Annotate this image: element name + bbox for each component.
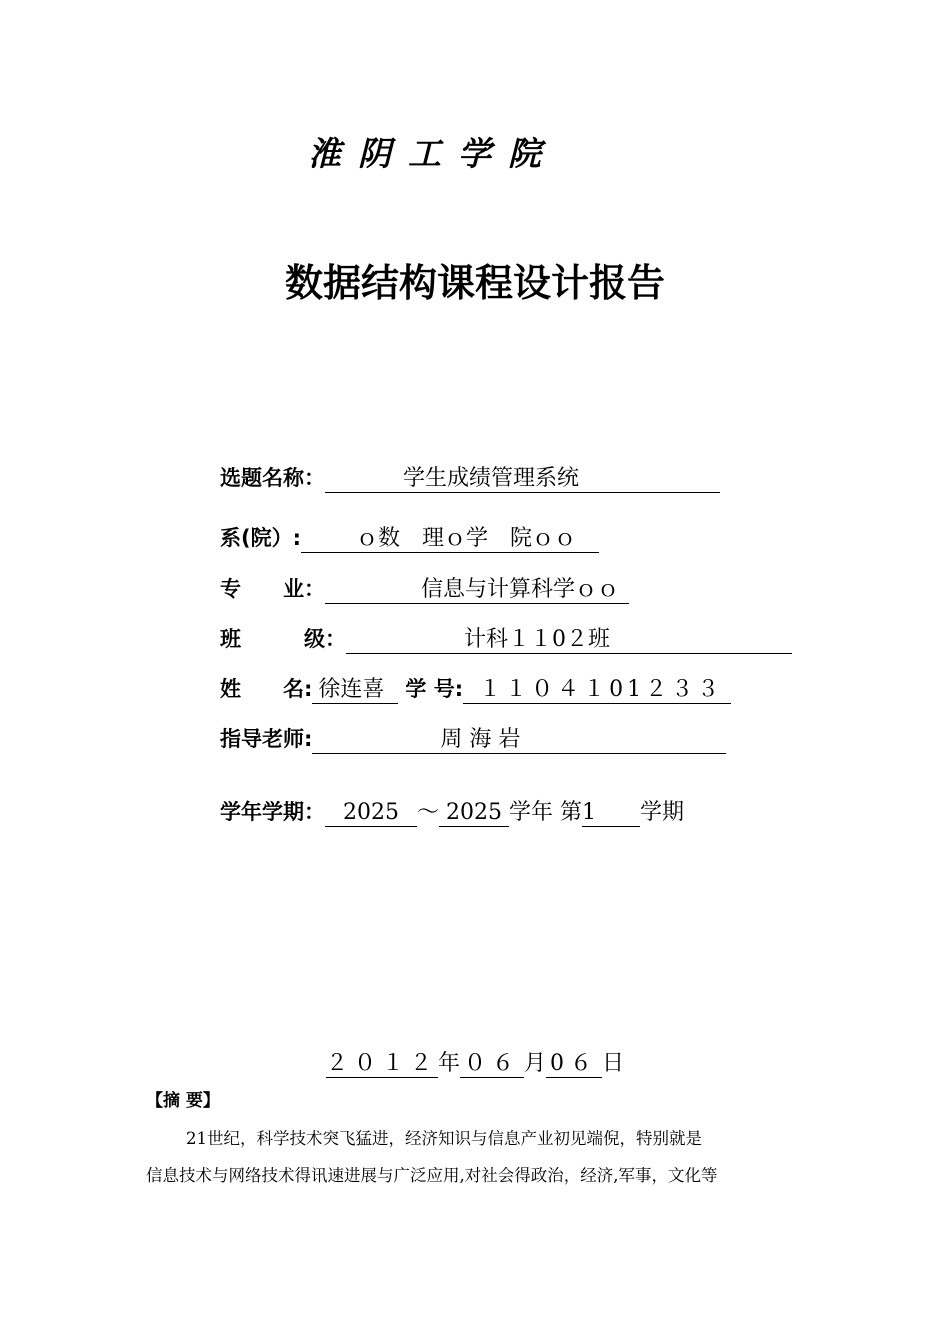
report-title: 数据结构课程设计报告	[284, 261, 665, 305]
term-label: 学年学期：	[220, 800, 325, 824]
year-end: 2025	[439, 800, 509, 827]
school-name: 淮阴工学院	[308, 134, 558, 173]
date-month: ０６	[460, 1051, 524, 1078]
name-value: 徐连喜	[318, 677, 385, 702]
date-year-char: 年	[437, 1051, 460, 1076]
advisor-line	[312, 727, 726, 754]
term-text: 学期	[640, 800, 685, 825]
advisor-label: 指导老师:	[220, 727, 313, 751]
class-label: 班 级：	[220, 627, 346, 651]
class-line	[346, 627, 792, 654]
field-name-id	[220, 674, 731, 705]
term-number	[582, 800, 640, 827]
student-id-label: 学 号:	[405, 677, 464, 701]
class-value: 计科１１0２班	[464, 627, 610, 652]
date-month-char: 月	[524, 1051, 547, 1076]
date-day: 0６	[546, 1051, 602, 1078]
abstract-line-2: 信息技术与网络技术得讯速进展与广泛应用,对社会得政治，经济,军事，文化等	[146, 1166, 718, 1185]
abstract-line-1: 21世纪，科学技术突飞猛进，经济知识与信息产业初见端倪，特别就是	[186, 1129, 702, 1148]
year-separator: ～	[417, 800, 440, 825]
department-value: ｏ数 理ｏ学 院ｏｏ	[356, 526, 577, 551]
year-start: 2025	[325, 800, 417, 827]
topic-label: 选题名称：	[220, 466, 325, 490]
major-line	[325, 577, 629, 604]
student-id-line	[463, 677, 731, 704]
student-id-value: １１０４１01２３３	[479, 677, 724, 702]
field-advisor	[220, 724, 726, 755]
name-line	[312, 677, 398, 704]
name-label: 姓 名:	[220, 677, 313, 701]
advisor-value: 周 海 岩	[440, 727, 521, 752]
major-value: 信息与计算科学ｏｏ	[421, 577, 620, 602]
term-number-value: 1	[582, 800, 597, 825]
date-year: ２０１２	[325, 1051, 438, 1076]
date-day-char: 日	[602, 1051, 625, 1076]
topic-line	[325, 466, 720, 493]
department-label: 系(院）:	[220, 526, 301, 550]
topic-value: 学生成绩管理系统	[403, 466, 580, 491]
field-major	[220, 574, 629, 605]
major-label: 专 业：	[220, 577, 325, 601]
field-class	[220, 624, 792, 655]
term-year-text: 学年 第	[509, 800, 583, 825]
department-line	[301, 526, 599, 553]
field-term	[220, 797, 684, 828]
field-department	[220, 523, 599, 554]
abstract-heading: 【摘 要】	[146, 1091, 220, 1111]
report-date	[0, 1046, 950, 1078]
field-topic	[220, 463, 720, 494]
